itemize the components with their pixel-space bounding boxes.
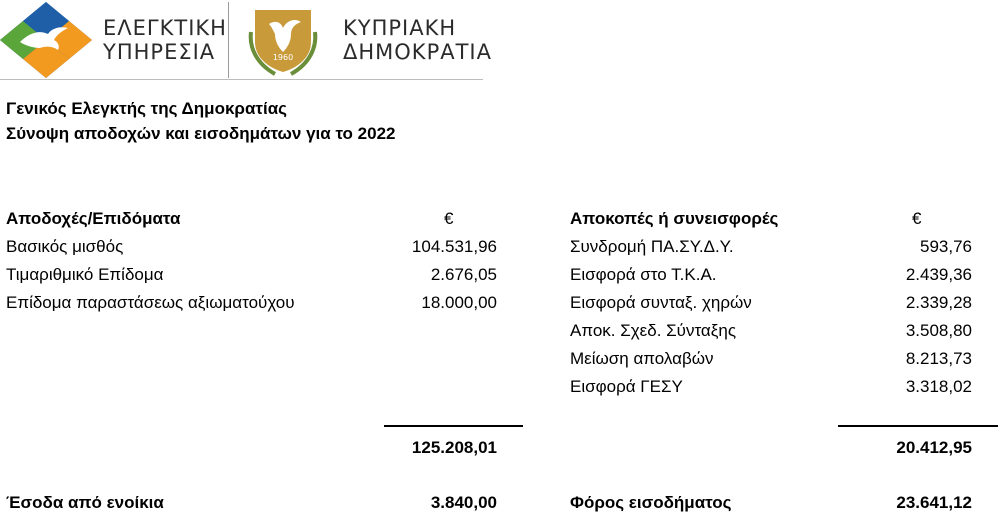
audit-office-line1: ΕΛΕΓΚΤΙΚΗ [103,16,227,40]
earnings-row-label: Επίδομα παραστάσεως αξιωματούχου [6,293,295,312]
deductions-row-value: 3.318,02 [905,377,972,396]
deductions-row-label: Εισφορά ΓΕΣΥ [570,377,683,396]
audit-office-emblem-icon [0,2,92,78]
deductions-row-value: 2.439,36 [905,265,972,284]
audit-office-logo [0,2,92,78]
earnings-row-label: Τιμαριθμικό Επίδομα [6,265,164,284]
audit-office-line2: ΥΠΗΡΕΣΙΑ [103,40,216,64]
earnings-row-value: 104.531,96 [411,237,497,256]
deductions-row-label: Εισφορά συνταξ. χηρών [570,293,752,312]
cyprus-seal-icon [245,2,321,78]
earnings-row-value: 18.000,00 [421,293,497,312]
rental-income-label: Έσοδα από ενοίκια [6,493,164,512]
earnings-total: 125.208,01 [411,438,497,457]
deductions-row-label: Αποκ. Σχεδ. Σύνταξης [570,321,737,340]
deductions-row-label: Συνδρομή ΠΑ.ΣΥ.Δ.Υ. [570,237,734,256]
deductions-total: 20.412,95 [896,438,972,457]
earnings-heading: Αποδοχές/Επιδόματα [6,209,181,228]
earnings-currency: € [444,209,454,228]
deductions-currency: € [912,209,922,228]
deductions-row-value: 8.213,73 [905,349,972,368]
deductions-row-value: 3.508,80 [905,321,972,340]
deductions-row-value: 593,76 [920,237,972,256]
republic-name [343,16,492,64]
rental-income-value: 3.840,00 [430,493,497,512]
page-subtitle: Σύνοψη αποδοχών και εισοδημάτων για το 2022 [6,124,396,143]
seal-year: 1960 [272,53,294,62]
earnings-row-label: Βασικός μισθός [6,237,124,256]
deductions-row-value: 2.339,28 [905,293,972,312]
deductions-row-label: Μείωση απολαβών [570,349,714,368]
deductions-row-label: Εισφορά στο Τ.Κ.Α. [570,265,717,284]
deductions-heading: Αποκοπές ή συνεισφορές [570,209,779,228]
audit-office-name [103,16,227,64]
earnings-row-value: 2.676,05 [430,265,497,284]
income-tax-label: Φόρος εισοδήματος [570,493,732,512]
republic-line2: ΔΗΜΟΚΡΑΤΙΑ [343,40,492,64]
income-tax-value: 23.641,12 [896,493,972,512]
republic-seal [245,2,321,78]
header-divider [228,2,229,78]
header-rule [0,79,483,80]
republic-line1: ΚΥΠΡΙΑΚΗ [343,16,457,40]
earnings-total-rule [384,425,523,427]
page-title: Γενικός Ελεγκτής της Δημοκρατίας [6,99,287,118]
deductions-total-rule [838,425,998,427]
